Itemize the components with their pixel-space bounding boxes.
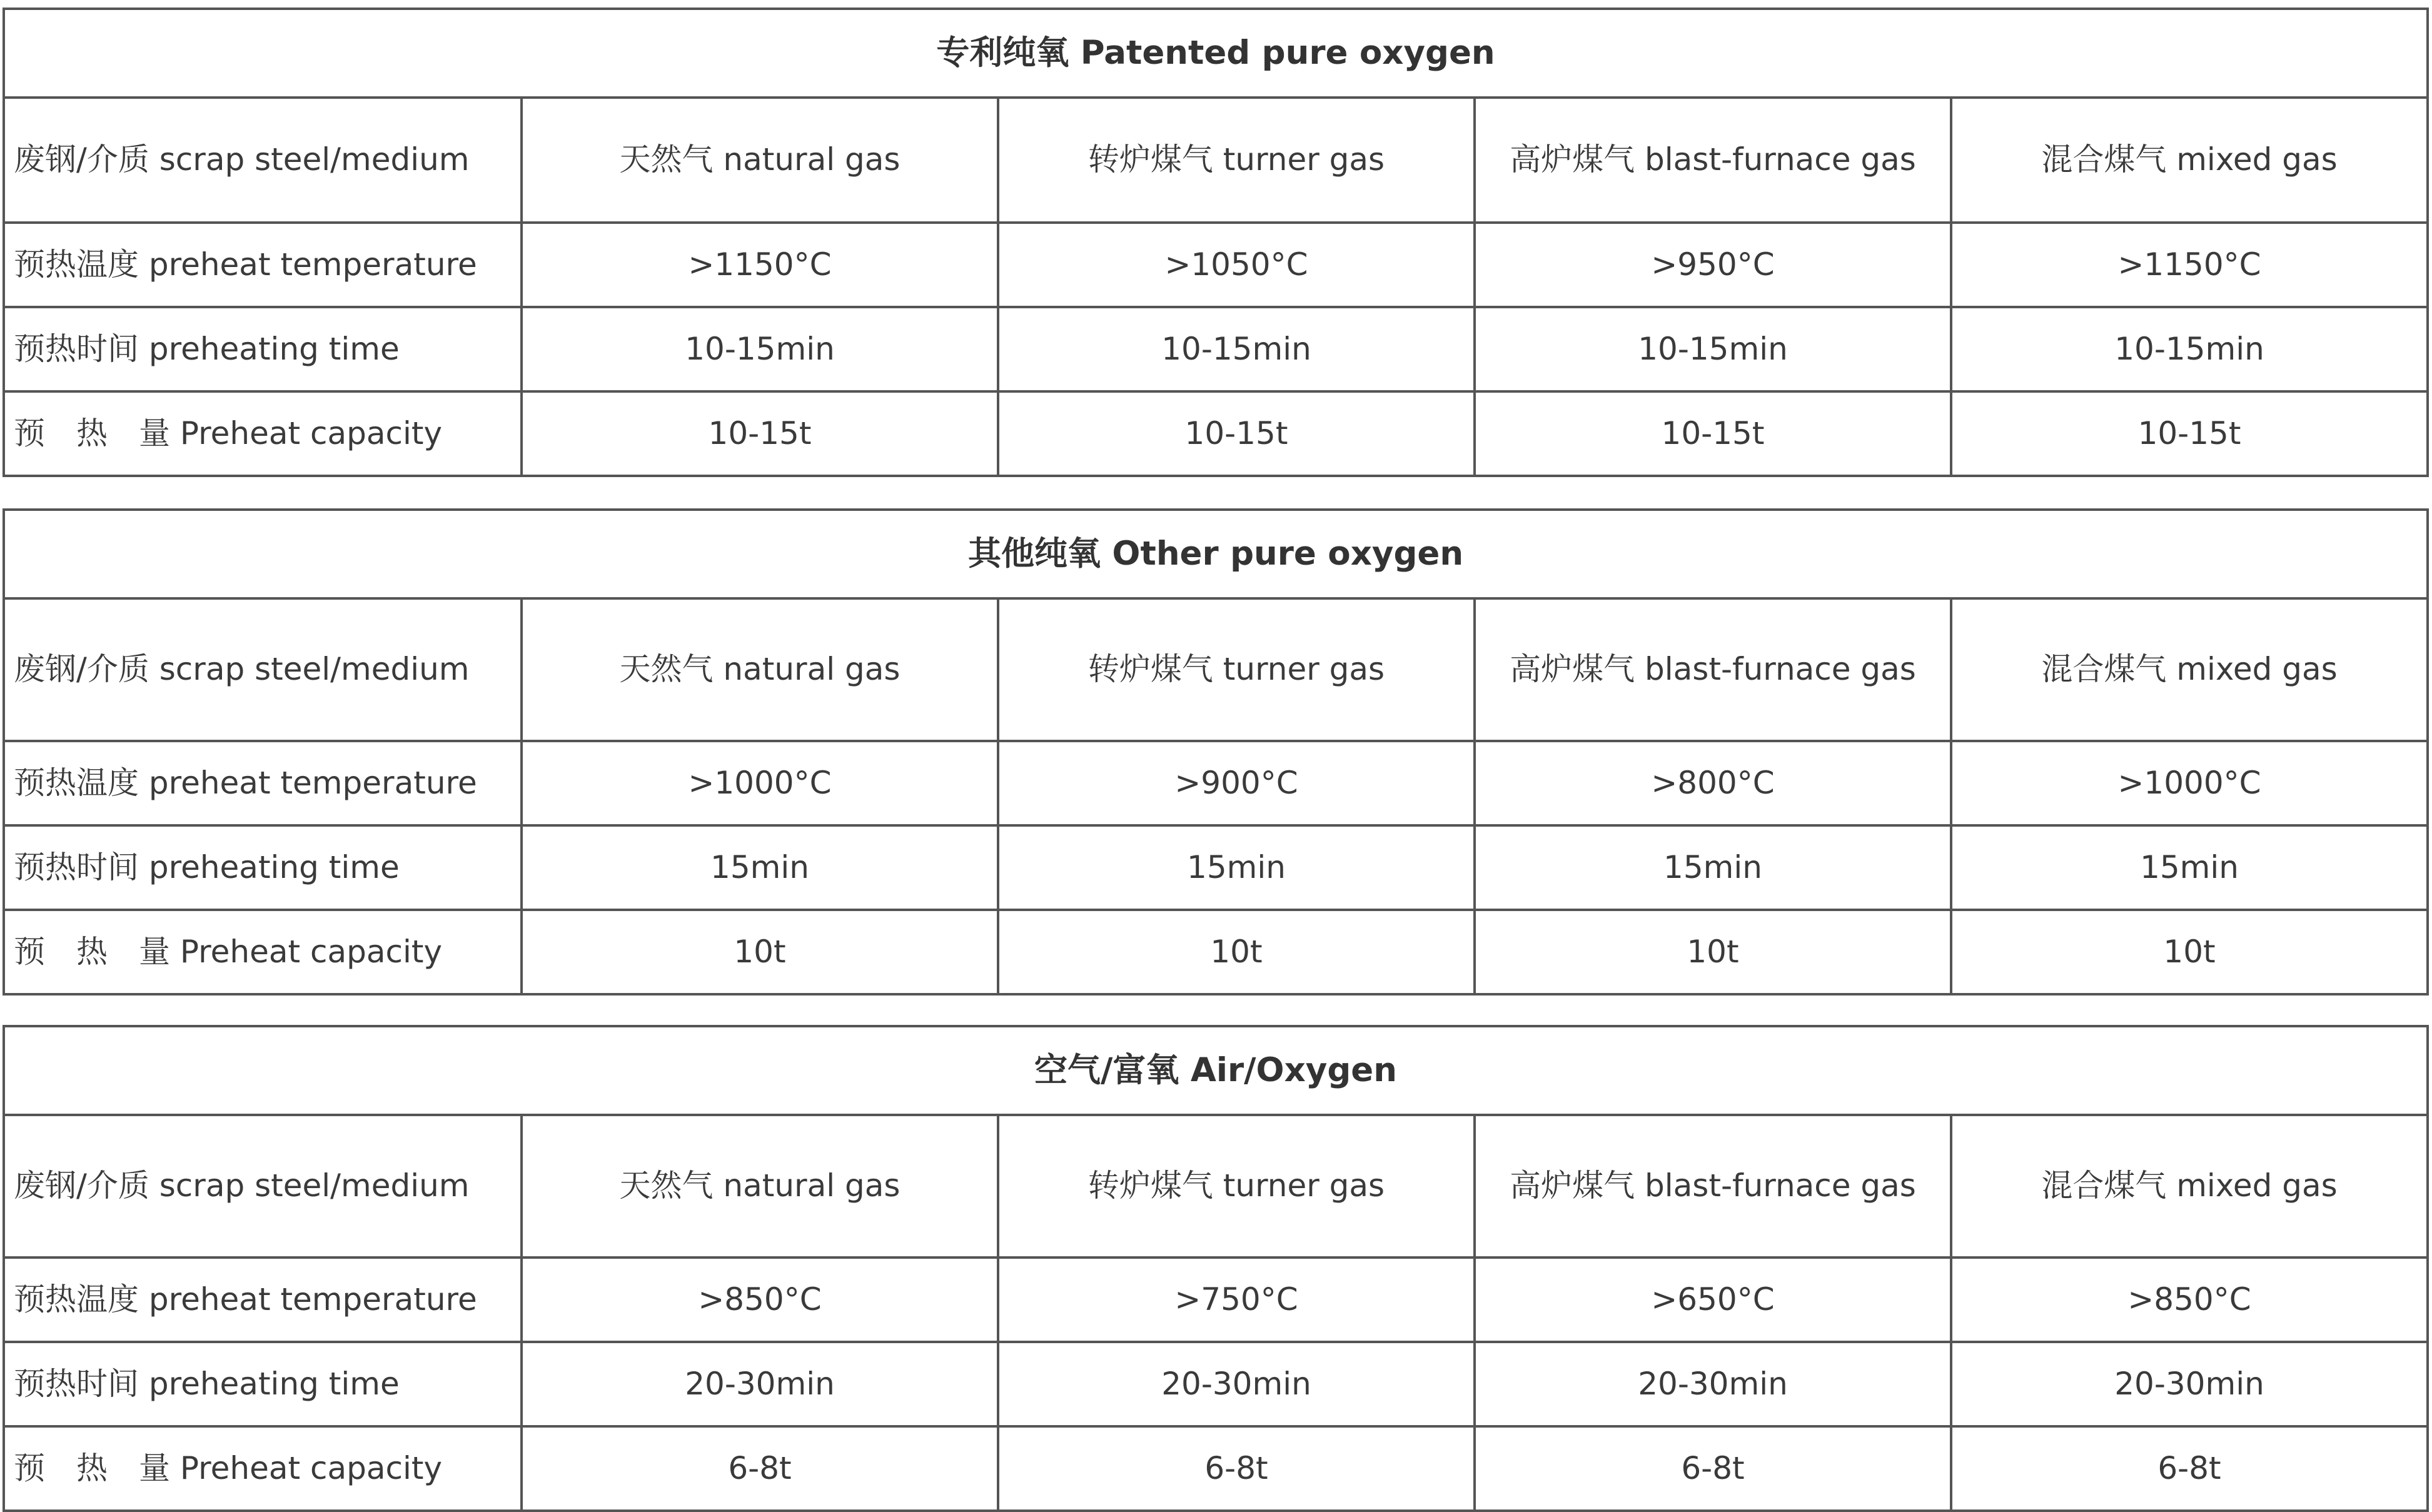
row-label: 预热温度 preheat temperature <box>4 1257 522 1342</box>
table-cell: >650°C <box>1475 1257 1951 1342</box>
table-cell: >1050°C <box>998 223 1475 307</box>
table-cell: 20-30min <box>998 1342 1475 1426</box>
section-title: 空气/富氧 Air/Oxygen <box>4 1026 2428 1115</box>
table-cell: 6-8t <box>1475 1426 1951 1511</box>
table-row <box>4 1257 2428 1342</box>
table-cell: >1000°C <box>1951 741 2428 825</box>
table-row <box>4 741 2428 825</box>
table-cell: 10-15t <box>1475 391 1951 476</box>
table-cell: >1150°C <box>1951 223 2428 307</box>
table-cell: 15min <box>998 825 1475 910</box>
table-cell: 10t <box>522 910 998 994</box>
row-label: 预 热 量 Preheat capacity <box>4 910 522 994</box>
table-cell: 6-8t <box>998 1426 1475 1511</box>
table-cell: >1000°C <box>522 741 998 825</box>
table-cell: >850°C <box>522 1257 998 1342</box>
table-cell: 15min <box>522 825 998 910</box>
column-header-natural-gas: 天然气 natural gas <box>522 98 998 223</box>
column-header-blast-furnace-gas: 高炉煤气 blast-furnace gas <box>1475 1115 1951 1257</box>
table-row <box>4 307 2428 391</box>
spec-table-air-oxygen <box>3 1025 2429 1512</box>
table-cell: 15min <box>1951 825 2428 910</box>
column-header-mixed-gas: 混合煤气 mixed gas <box>1951 1115 2428 1257</box>
table-cell: 10-15t <box>998 391 1475 476</box>
column-header-mixed-gas: 混合煤气 mixed gas <box>1951 598 2428 741</box>
column-header-medium: 废钢/介质 scrap steel/medium <box>4 1115 522 1257</box>
row-label: 预热温度 preheat temperature <box>4 741 522 825</box>
table-row <box>4 391 2428 476</box>
column-header-natural-gas: 天然气 natural gas <box>522 598 998 741</box>
column-header-mixed-gas: 混合煤气 mixed gas <box>1951 98 2428 223</box>
table-cell: 15min <box>1475 825 1951 910</box>
row-label: 预热温度 preheat temperature <box>4 223 522 307</box>
column-header-turner-gas: 转炉煤气 turner gas <box>998 1115 1475 1257</box>
table-cell: >1150°C <box>522 223 998 307</box>
spec-table-other-pure-oxygen <box>3 508 2429 995</box>
table-cell: 10-15min <box>1951 307 2428 391</box>
table-cell: 20-30min <box>1951 1342 2428 1426</box>
section-title: 专利纯氧 Patented pure oxygen <box>4 9 2428 98</box>
table-cell: >850°C <box>1951 1257 2428 1342</box>
section-title: 其他纯氧 Other pure oxygen <box>4 510 2428 598</box>
table-cell: >900°C <box>998 741 1475 825</box>
row-label: 预 热 量 Preheat capacity <box>4 1426 522 1511</box>
table-cell: >800°C <box>1475 741 1951 825</box>
table-cell: 6-8t <box>522 1426 998 1511</box>
table-cell: >750°C <box>998 1257 1475 1342</box>
table-cell: 10-15min <box>522 307 998 391</box>
table-cell: >950°C <box>1475 223 1951 307</box>
table-row <box>4 910 2428 994</box>
table-row <box>4 223 2428 307</box>
table-cell: 20-30min <box>522 1342 998 1426</box>
spec-table-patented-pure-oxygen <box>3 8 2429 477</box>
column-header-natural-gas: 天然气 natural gas <box>522 1115 998 1257</box>
table-cell: 10t <box>1475 910 1951 994</box>
table-cell: 10t <box>998 910 1475 994</box>
table-row <box>4 825 2428 910</box>
column-header-blast-furnace-gas: 高炉煤气 blast-furnace gas <box>1475 598 1951 741</box>
table-cell: 10-15min <box>1475 307 1951 391</box>
row-label: 预热时间 preheating time <box>4 307 522 391</box>
column-header-medium: 废钢/介质 scrap steel/medium <box>4 598 522 741</box>
table-cell: 6-8t <box>1951 1426 2428 1511</box>
row-label: 预热时间 preheating time <box>4 825 522 910</box>
table-row <box>4 1426 2428 1511</box>
table-cell: 10-15t <box>522 391 998 476</box>
table-cell: 10-15min <box>998 307 1475 391</box>
row-label: 预热时间 preheating time <box>4 1342 522 1426</box>
column-header-turner-gas: 转炉煤气 turner gas <box>998 598 1475 741</box>
table-cell: 10t <box>1951 910 2428 994</box>
table-row <box>4 1342 2428 1426</box>
column-header-turner-gas: 转炉煤气 turner gas <box>998 98 1475 223</box>
row-label: 预 热 量 Preheat capacity <box>4 391 522 476</box>
table-cell: 20-30min <box>1475 1342 1951 1426</box>
column-header-medium: 废钢/介质 scrap steel/medium <box>4 98 522 223</box>
column-header-blast-furnace-gas: 高炉煤气 blast-furnace gas <box>1475 98 1951 223</box>
table-cell: 10-15t <box>1951 391 2428 476</box>
